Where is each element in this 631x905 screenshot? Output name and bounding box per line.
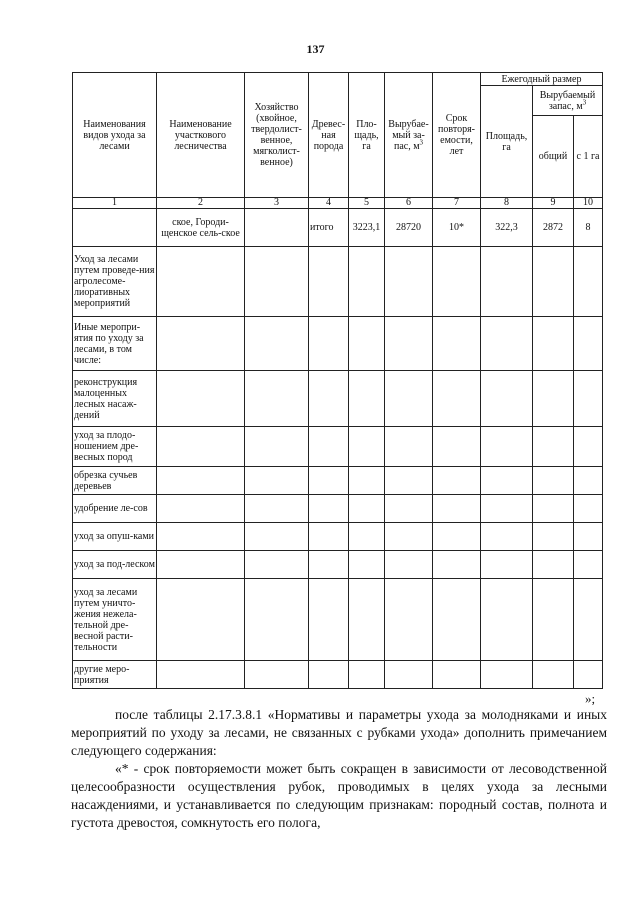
header-stock: Вырубае-мый за-пас, $м^3$ [385,73,433,198]
table-row [73,551,603,579]
period-value: 10* [433,209,481,247]
care-type-label: уход за плодо-ношением дре-весных пород [73,427,157,467]
care-type-label: Иные меропри-ятия по уходу за лесами, в том числе: [73,317,157,371]
table-row [73,467,603,495]
column-number: 6 [385,198,433,209]
footnote-paragraph: «* - срок повторяемости может быть сокращен в зависимости от лесоводственной целесообразности осуществления рубок, проводимых в целях ухода за лесными насаждениями, и устанавливается по следующим признакам: породный состав, полнота и густота древостоя, сомкнутость его полога, [71,761,607,830]
header-stock-per-ha: с 1 га [574,116,603,198]
column-number: 5 [349,198,385,209]
header-annual-area: Площадь, га [481,86,533,198]
care-type-label: обрезка сучьев деревьев [73,467,157,495]
per-ha-value: 8 [574,209,603,247]
forestry-name: ское, Городи-щенское сель-ское [157,209,245,247]
table-row [73,661,603,689]
care-type-label: другие меро-приятия [73,661,157,689]
header-care-type: Наименования видов ухода за лесами [73,73,157,198]
care-type-label: уход за лесами путем уничто-жения нежела-тельной дре-весной расти-тельности [73,579,157,661]
care-type-label: уход за опуш-ками [73,523,157,551]
stock-value: 28720 [385,209,433,247]
header-period: Срок повторя-емости, лет [433,73,481,198]
page-number: 137 [306,42,325,56]
care-type-label: реконструкция малоценных лесных насаж-дений [73,371,157,427]
annual-total-value: 2872 [533,209,574,247]
header-species: Древес-ная порода [309,73,349,198]
table-row [73,317,603,371]
forest-care-table [72,72,603,689]
header-harvest-stock: Вырубаемый запас, $м^3$ [533,86,603,116]
column-number: 4 [309,198,349,209]
column-number: 8 [481,198,533,209]
header-forestry: Наименование участкового лесничества [157,73,245,198]
species-value: итого [309,209,349,247]
header-stock-total: общий [533,116,574,198]
table-row-total [73,209,603,247]
column-number: 9 [533,198,574,209]
column-number: 7 [433,198,481,209]
table-row [73,579,603,661]
closing-quote: »; [585,691,596,706]
column-number-row [73,198,603,209]
care-type-label: Уход за лесами путем проведе-ния агролесоме-лиоративных мероприятий [73,247,157,317]
column-number: 1 [73,198,157,209]
table-row [73,247,603,317]
column-number: 3 [245,198,309,209]
table-row [73,495,603,523]
table-row [73,371,603,427]
header-area: Пло-щадь, га [349,73,385,198]
column-number: 2 [157,198,245,209]
header-economy: Хозяйство (хвойное, твердолист-венное, мягколист-венное) [245,73,309,198]
column-number: 10 [574,198,603,209]
header-annual-size: Ежегодный размер [481,73,603,86]
amendment-paragraph: после таблицы 2.17.3.8.1 «Нормативы и параметры ухода за молодняками и иных мероприятий по уходу за лесами, не связанных с рубками ухода» дополнить примечанием следующего содержания: [71,707,607,758]
table-row [73,427,603,467]
care-type-label: удобрение ле-сов [73,495,157,523]
care-type-label: уход за под-леском [73,551,157,579]
table-row [73,523,603,551]
area-value: 3223,1 [349,209,385,247]
annual-area-value: 322,3 [481,209,533,247]
